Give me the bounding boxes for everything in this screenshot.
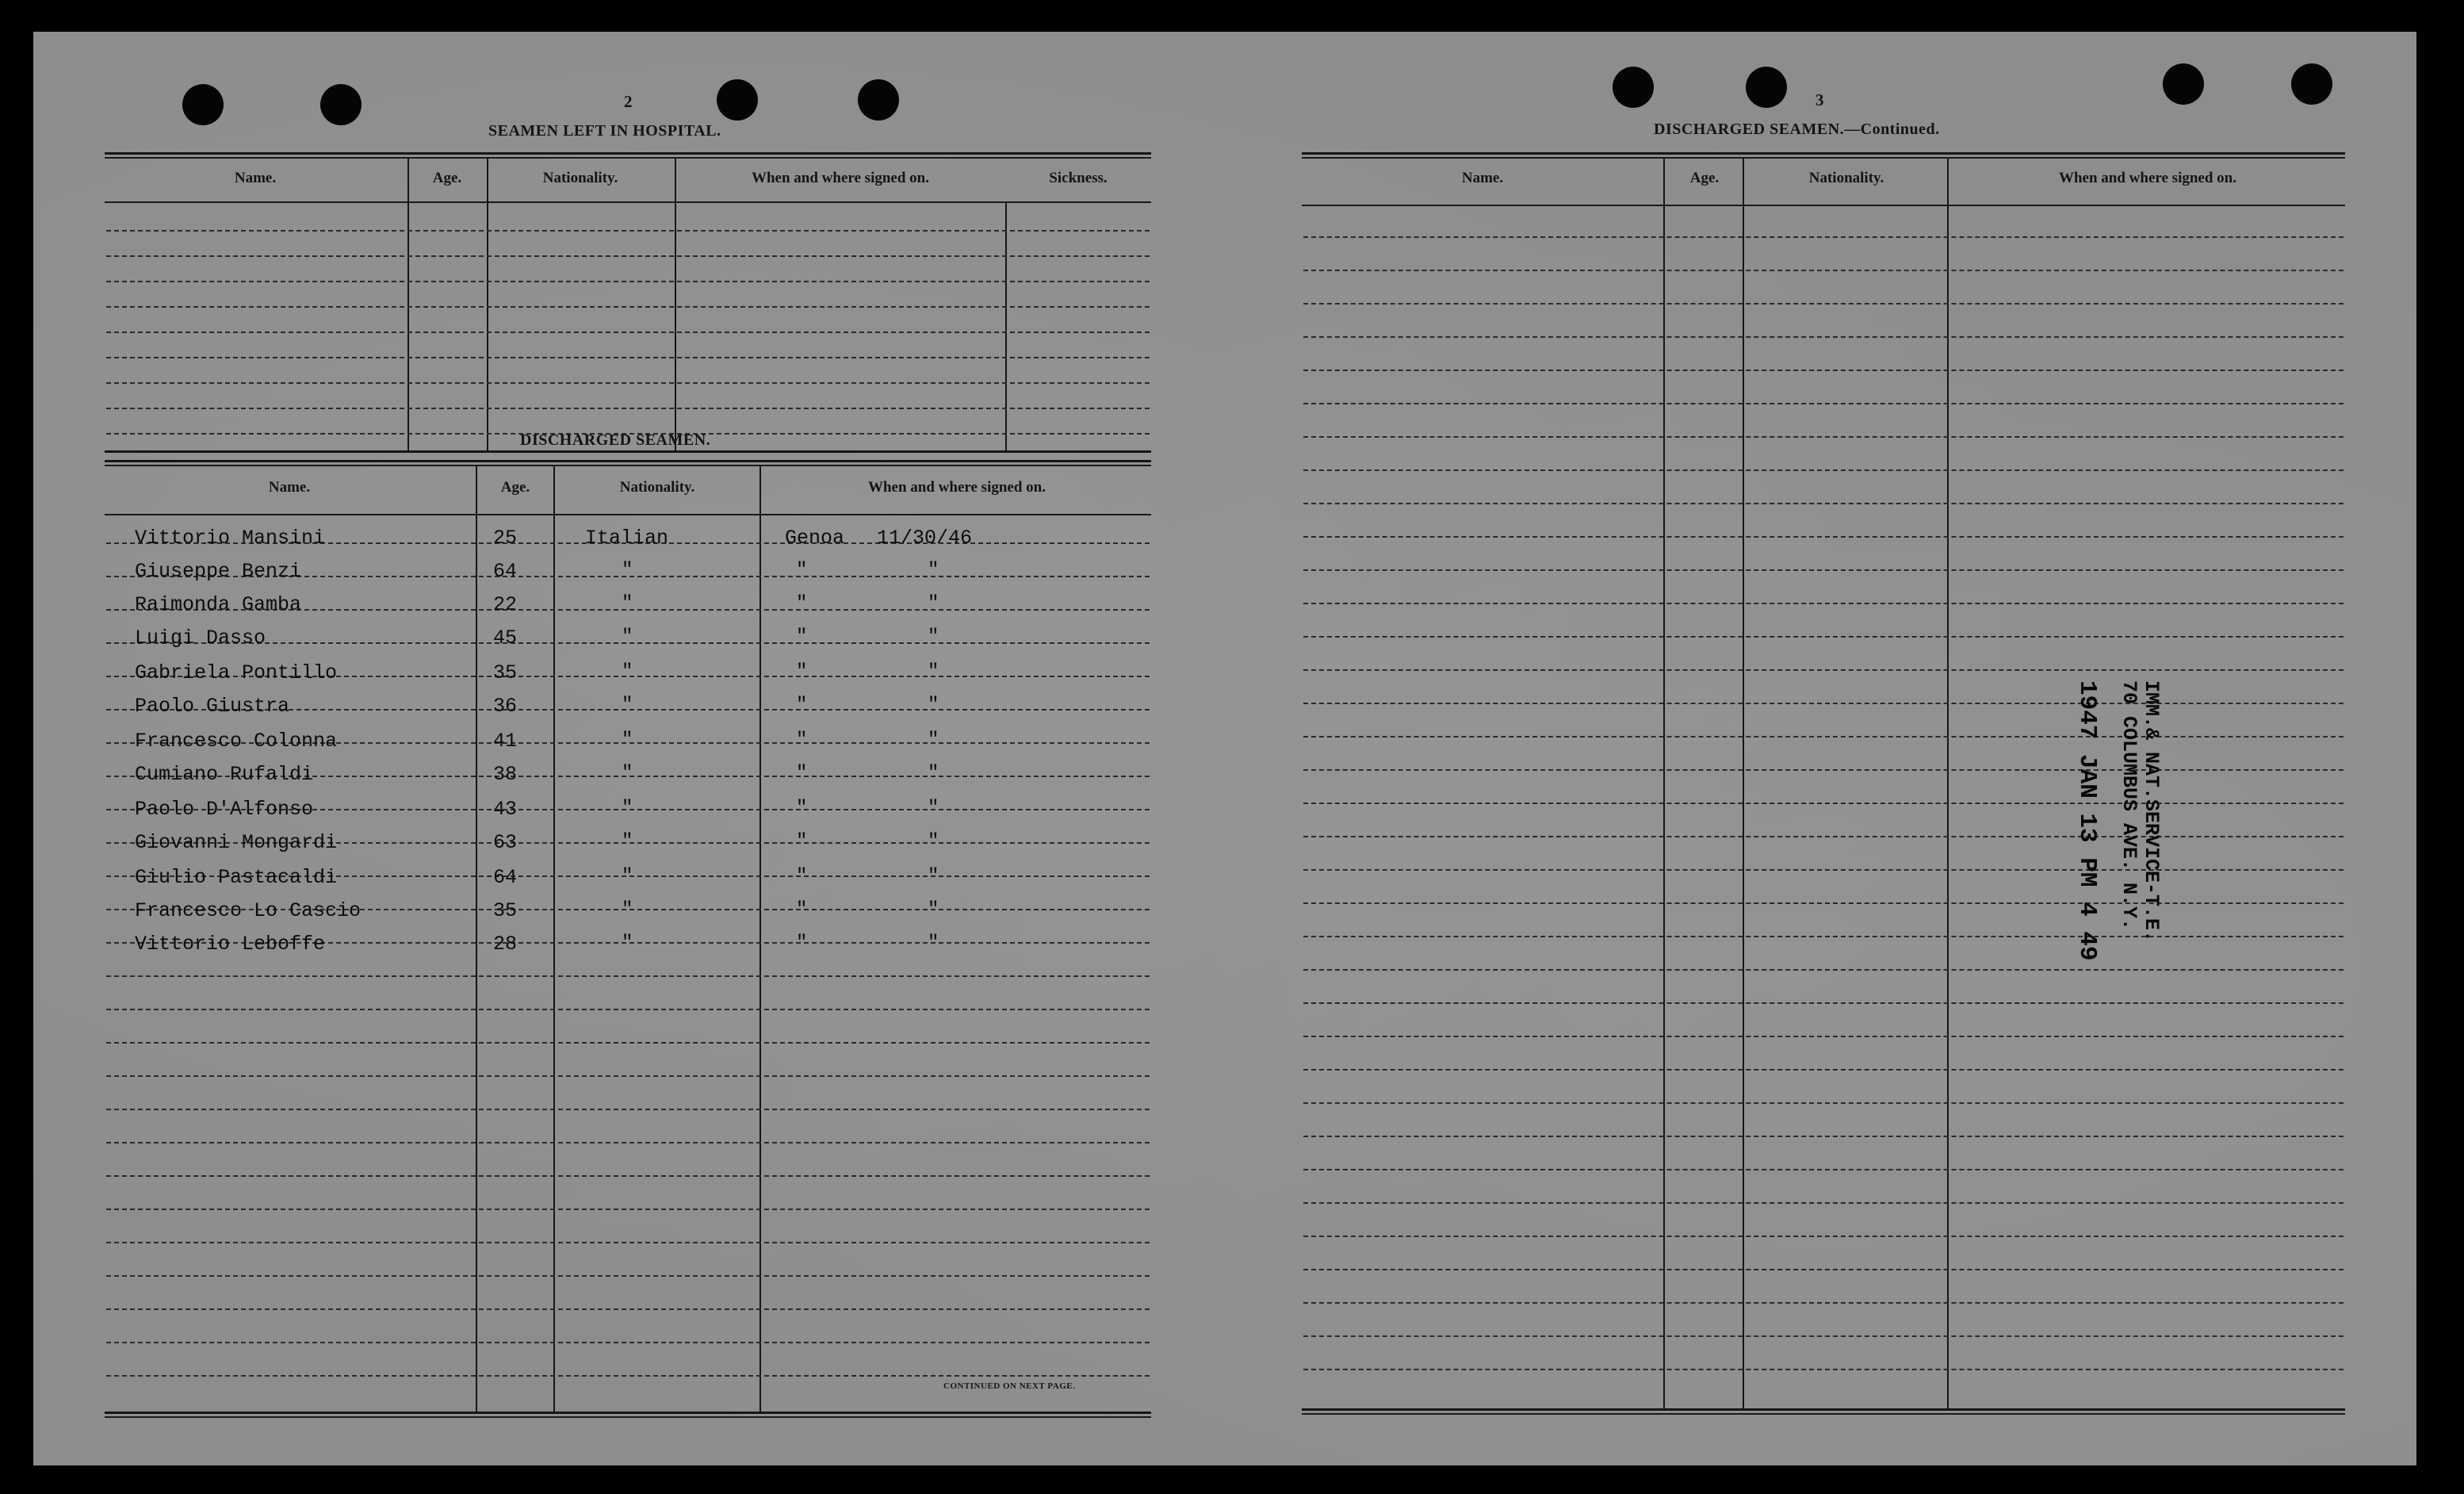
seaman-age: 35 xyxy=(493,661,518,684)
right-row-line xyxy=(1303,569,2343,571)
punch-hole xyxy=(2291,63,2332,105)
seaman-signed-on-place: " xyxy=(796,933,808,954)
right-col-divider xyxy=(1663,159,1665,1408)
continued-note: CONTINUED ON NEXT PAGE. xyxy=(943,1381,1076,1391)
seaman-signed-on-place: " xyxy=(796,866,808,887)
seaman-age: 43 xyxy=(493,798,518,821)
seaman-nationality: " xyxy=(622,899,633,921)
stamp-line-3: 1947 JAN 13 PM 4 49 xyxy=(2073,680,2101,961)
discharged-row-line xyxy=(106,1175,1150,1177)
discharged-row-line xyxy=(106,1375,1150,1377)
right-table-top-rule-2 xyxy=(1302,157,2345,159)
seaman-nationality: " xyxy=(622,730,633,751)
punch-hole xyxy=(2163,63,2204,105)
hospital-header-rule xyxy=(105,201,1151,203)
seaman-signed-on-place: " xyxy=(796,661,808,683)
punch-hole xyxy=(1613,67,1654,108)
discharged-row-line xyxy=(106,1242,1150,1243)
right-row-line xyxy=(1303,969,2343,971)
seaman-signed-on-date: " xyxy=(928,763,939,784)
seaman-signed-on-place: " xyxy=(796,899,808,921)
seaman-age: 25 xyxy=(493,527,518,550)
seaman-name: Paolo Giustra xyxy=(135,695,290,718)
seaman-signed-on-place: Genoa xyxy=(785,527,845,550)
right-row-line xyxy=(1303,436,2343,438)
discharged-row-line xyxy=(106,1209,1150,1210)
right-col-age: Age. xyxy=(1689,170,1720,186)
hospital-table-top-rule xyxy=(105,152,1151,155)
discharged-col-nationality: Nationality. xyxy=(619,479,695,496)
hospital-section-title: SEAMEN LEFT IN HOSPITAL. xyxy=(488,122,721,140)
seaman-name: Paolo D'Alfonso xyxy=(135,798,314,821)
right-col-divider xyxy=(1743,159,1744,1408)
hospital-col-sickness: Sickness. xyxy=(1049,170,1108,186)
seaman-name: Cumiano Rufaldi xyxy=(135,763,314,786)
seaman-signed-on-place: " xyxy=(796,695,808,716)
seaman-signed-on-date: " xyxy=(928,933,939,954)
page-number-right: 3 xyxy=(1815,90,1824,109)
discharged-col-signed-on: When and where signed on. xyxy=(867,479,1046,496)
right-row-line xyxy=(1303,1036,2343,1037)
right-row-line xyxy=(1303,736,2343,737)
hospital-col-age: Age. xyxy=(432,170,462,186)
seaman-age: 41 xyxy=(493,730,518,753)
right-header-rule xyxy=(1302,205,2345,206)
right-row-line xyxy=(1303,403,2343,404)
seaman-signed-on-date: " xyxy=(928,661,939,683)
discharged-header-rule xyxy=(105,514,1151,515)
seaman-name: Giuseppe Benzi xyxy=(135,560,302,583)
discharged-table-top-rule xyxy=(105,460,1151,462)
discharged-col-divider xyxy=(553,466,555,1412)
right-row-line xyxy=(1303,236,2343,238)
right-col-signed-on: When and where signed on. xyxy=(2058,170,2236,186)
punch-hole xyxy=(1746,67,1787,108)
seaman-name: Vittorio Mansini xyxy=(135,527,326,550)
seaman-nationality: " xyxy=(622,763,633,784)
hospital-row-line xyxy=(106,357,1150,358)
seaman-name: Raimonda Gamba xyxy=(135,593,302,616)
discharged-row-line xyxy=(106,1075,1150,1077)
hospital-table-top-rule-2 xyxy=(105,157,1151,159)
seaman-signed-on-date: " xyxy=(928,899,939,921)
seaman-signed-on-place: " xyxy=(796,831,808,852)
right-row-line xyxy=(1303,603,2343,604)
discharged-row-line xyxy=(106,1275,1150,1277)
right-row-line xyxy=(1303,703,2343,704)
discharged-row-line xyxy=(106,1142,1150,1143)
seaman-nationality: " xyxy=(622,661,633,683)
seaman-signed-on-date: " xyxy=(928,695,939,716)
seaman-signed-on-date: 11/30/46 xyxy=(877,527,973,550)
seaman-name: Luigi Dasso xyxy=(135,626,266,649)
receipt-stamp xyxy=(1901,680,2163,961)
right-row-line xyxy=(1303,1269,2343,1270)
right-row-line xyxy=(1303,769,2343,771)
right-row-line xyxy=(1303,636,2343,638)
hospital-row-line xyxy=(106,255,1150,257)
right-row-line xyxy=(1303,1136,2343,1137)
seaman-age: 64 xyxy=(493,560,518,583)
continued-section-title: DISCHARGED SEAMEN.—Continued. xyxy=(1654,121,1940,138)
seaman-nationality: " xyxy=(622,831,633,852)
seaman-signed-on-place: " xyxy=(796,798,808,819)
seaman-name: Giovanni Mongardi xyxy=(135,831,338,854)
right-table-bottom-rule-2 xyxy=(1302,1413,2345,1415)
seaman-nationality: " xyxy=(622,626,633,648)
hospital-row-line xyxy=(106,281,1150,282)
seaman-signed-on-date: " xyxy=(928,560,939,581)
seaman-signed-on-place: " xyxy=(796,593,808,615)
seaman-age: 36 xyxy=(493,695,518,718)
hospital-row-line xyxy=(106,382,1150,384)
hospital-row-line xyxy=(106,306,1150,308)
right-row-line xyxy=(1303,303,2343,305)
seaman-age: 45 xyxy=(493,626,518,649)
seaman-nationality: " xyxy=(622,560,633,581)
discharged-row-line xyxy=(106,1342,1150,1343)
seaman-signed-on-place: " xyxy=(796,763,808,784)
hospital-row-line xyxy=(106,408,1150,409)
seaman-signed-on-date: " xyxy=(928,866,939,887)
right-row-line xyxy=(1303,469,2343,471)
right-row-line xyxy=(1303,803,2343,804)
hospital-table-bottom-rule xyxy=(105,450,1151,453)
discharged-col-name: Name. xyxy=(268,479,311,496)
discharged-table-top-rule-2 xyxy=(105,465,1151,466)
hospital-row-line xyxy=(106,331,1150,333)
discharged-row-line xyxy=(106,1109,1150,1110)
seaman-age: 35 xyxy=(493,899,518,922)
hospital-col-signed-on: When and where signed on. xyxy=(751,170,929,186)
punch-hole xyxy=(858,79,899,121)
seaman-age: 64 xyxy=(493,866,518,889)
document-sheet xyxy=(33,32,2416,1465)
seaman-signed-on-date: " xyxy=(928,798,939,819)
right-row-line xyxy=(1303,370,2343,371)
seaman-nationality: " xyxy=(622,593,633,615)
seaman-nationality: Italian xyxy=(585,527,669,550)
discharged-col-divider xyxy=(476,466,477,1412)
seaman-age: 22 xyxy=(493,593,518,616)
stamp-line-2: 70 COLUMBUS AVE. N.Y. xyxy=(2118,680,2141,931)
hospital-col-divider xyxy=(1005,201,1007,452)
seaman-signed-on-place: " xyxy=(796,560,808,581)
seaman-age: 38 xyxy=(493,763,518,786)
seaman-signed-on-place: " xyxy=(796,730,808,751)
discharged-row-line xyxy=(106,975,1150,977)
seaman-nationality: " xyxy=(622,798,633,819)
right-table-bottom-rule xyxy=(1302,1408,2345,1411)
discharged-row-line xyxy=(106,1009,1150,1010)
seaman-name: Francesco Lo Cascio xyxy=(135,899,362,922)
discharged-row-line xyxy=(106,1042,1150,1044)
right-row-line xyxy=(1303,669,2343,671)
discharged-col-divider xyxy=(759,466,761,1412)
discharged-section-title: DISCHARGED SEAMEN. xyxy=(520,431,711,449)
punch-hole xyxy=(182,84,224,125)
right-col-name: Name. xyxy=(1461,170,1504,186)
seaman-signed-on-date: " xyxy=(928,626,939,648)
seaman-nationality: " xyxy=(622,866,633,887)
seaman-name: Giulio Pastacaldi xyxy=(135,866,338,889)
discharged-col-age: Age. xyxy=(500,479,530,496)
right-row-line xyxy=(1303,1069,2343,1071)
right-row-line xyxy=(1303,336,2343,338)
discharged-row-line xyxy=(106,1308,1150,1310)
discharged-table-bottom-rule-2 xyxy=(105,1416,1151,1418)
seaman-age: 28 xyxy=(493,933,518,956)
seaman-signed-on-date: " xyxy=(928,730,939,751)
punch-hole xyxy=(717,79,758,121)
seaman-age: 63 xyxy=(493,831,518,854)
right-row-line xyxy=(1303,902,2343,904)
hospital-col-nationality: Nationality. xyxy=(542,170,618,186)
right-row-line xyxy=(1303,1369,2343,1370)
seaman-signed-on-place: " xyxy=(796,626,808,648)
hospital-row-line xyxy=(106,230,1150,232)
discharged-table-bottom-rule xyxy=(105,1412,1151,1414)
right-row-line xyxy=(1303,1202,2343,1204)
right-row-line xyxy=(1303,270,2343,271)
seaman-nationality: " xyxy=(622,695,633,716)
hospital-col-name: Name. xyxy=(234,170,277,186)
seaman-name: Vittorio Leboffe xyxy=(135,933,326,956)
seaman-name: Francesco Colonna xyxy=(135,730,338,753)
right-row-line xyxy=(1303,869,2343,871)
punch-hole xyxy=(320,84,362,125)
stamp-line-1: IMM.& NAT.SERVICE-T.E. xyxy=(2140,680,2163,943)
right-row-line xyxy=(1303,1102,2343,1104)
seaman-nationality: " xyxy=(622,933,633,954)
right-row-line xyxy=(1303,1235,2343,1237)
right-col-nationality: Nationality. xyxy=(1808,170,1884,186)
right-row-line xyxy=(1303,936,2343,937)
right-row-line xyxy=(1303,1002,2343,1004)
seaman-name: Gabriela Pontillo xyxy=(135,661,338,684)
right-row-line xyxy=(1303,1169,2343,1170)
right-row-line xyxy=(1303,503,2343,504)
page-number-left: 2 xyxy=(624,92,633,111)
right-row-line xyxy=(1303,836,2343,837)
right-row-line xyxy=(1303,1302,2343,1304)
right-row-line xyxy=(1303,1335,2343,1337)
seaman-signed-on-date: " xyxy=(928,831,939,852)
seaman-signed-on-date: " xyxy=(928,593,939,615)
right-table-top-rule xyxy=(1302,152,2345,155)
right-row-line xyxy=(1303,536,2343,538)
